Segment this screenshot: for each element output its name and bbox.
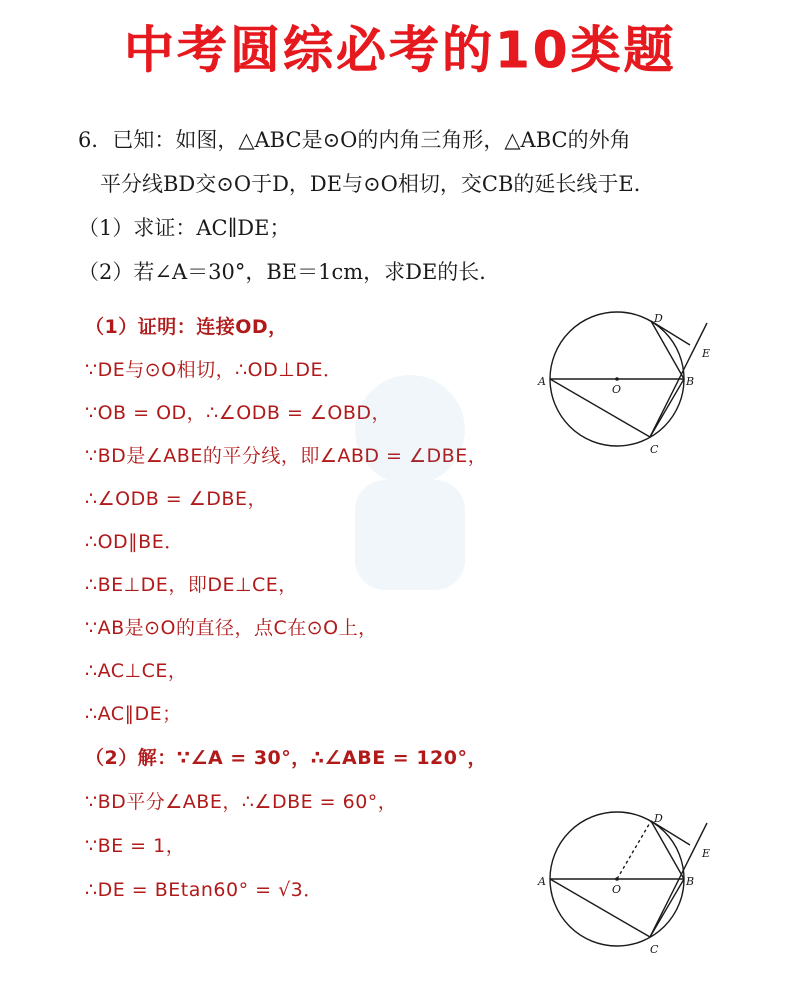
solution-line: ∴OD∥BE． <box>85 531 184 553</box>
solution-line: （1）证明：连接OD， <box>85 316 288 338</box>
geometry-figure-1 <box>530 305 730 465</box>
figure-label: O <box>612 883 622 896</box>
question-line-2: 平分线BD交⊙O于D，DE与⊙O相切，交CB的延长线于E． <box>100 172 655 196</box>
figure-label: D <box>654 312 663 325</box>
solution-line: ∵AB是⊙O的直径，点C在⊙O上， <box>85 617 378 639</box>
solution-line: ∵BE = 1， <box>85 835 186 857</box>
question-part-2: （2）若∠A＝30°，BE＝1cm，求DE的长． <box>78 260 501 284</box>
figure-label: B <box>686 875 695 888</box>
figure-label: D <box>654 812 663 825</box>
solution-line: ∴DE = BEtan60° = √3． <box>85 879 323 901</box>
figure-label: E <box>702 847 711 860</box>
solution-line: ∴∠ODB = ∠DBE， <box>85 488 267 510</box>
figure-label: A <box>538 875 546 888</box>
solution-line: ∴AC∥DE； <box>85 703 182 725</box>
geometry-figure-2 <box>530 805 730 965</box>
question-line-1: 6．已知：如图，△ABC是⊙O的内角三角形，△ABC的外角 <box>78 128 631 152</box>
figure-label: B <box>686 375 695 388</box>
figure-label: C <box>650 943 659 956</box>
figure-label: O <box>612 383 622 396</box>
figure-label: C <box>650 443 659 456</box>
watermark-icon <box>300 360 520 620</box>
solution-line: ∵BD平分∠ABE，∴∠DBE = 60°， <box>85 791 398 813</box>
solution-line: （2）解：∵∠A = 30°，∴∠ABE = 120°， <box>85 747 487 769</box>
solution-line: ∵OB = OD，∴∠ODB = ∠OBD， <box>85 402 392 424</box>
solution-line: ∵DE与⊙O相切，∴OD⊥DE． <box>85 359 343 381</box>
solution-line: ∵BD是∠ABE的平分线，即∠ABD = ∠DBE， <box>85 445 488 467</box>
question-part-1: （1）求证：AC∥DE； <box>78 216 291 240</box>
figure-label: E <box>702 347 711 360</box>
solution-line: ∴AC⊥CE， <box>85 660 188 682</box>
figure-label: A <box>538 375 546 388</box>
page-title: 中考圆综必考的10类题 <box>123 21 677 79</box>
solution-line: ∴BE⊥DE，即DE⊥CE， <box>85 574 298 596</box>
